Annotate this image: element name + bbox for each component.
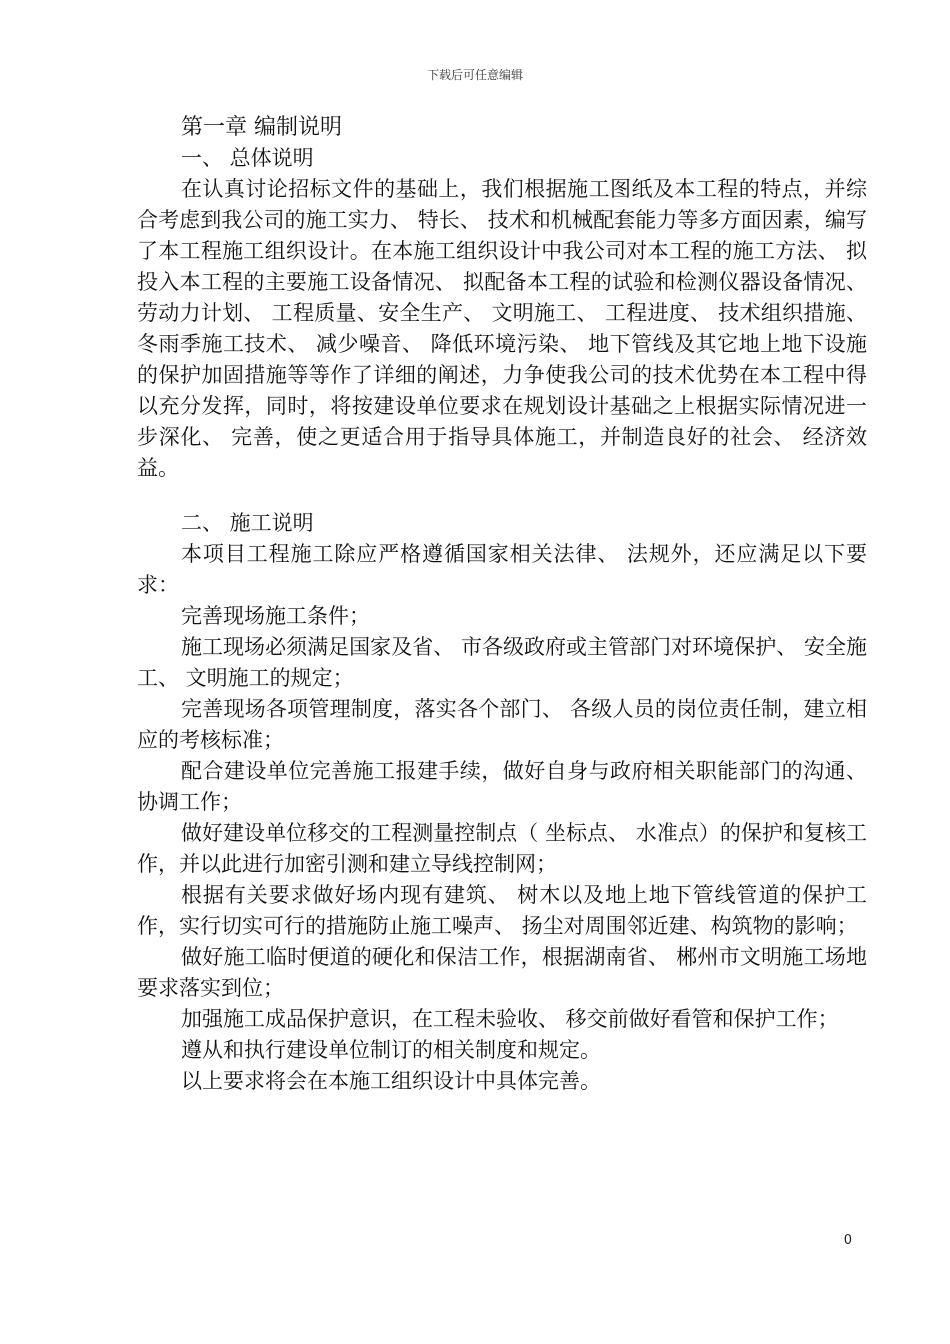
section-2-intro: 本项目工程施工除应严格遵循国家相关法律、 法规外，还应满足以下要求： <box>137 542 867 597</box>
page-number: 0 <box>843 1233 852 1248</box>
requirement-item: 做好施工临时便道的硬化和保洁工作，根据湖南省、 郴州市文明施工场地要求落实到位； <box>137 945 867 1000</box>
requirement-item: 配合建设单位完善施工报建手续，做好自身与政府相关职能部门的沟通、 协调工作； <box>137 759 867 814</box>
requirement-item: 遵从和执行建设单位制订的相关制度和规定。 <box>181 1038 601 1062</box>
document-body <box>137 112 867 1097</box>
chapter-title: 第一章 编制说明 <box>181 115 342 140</box>
requirement-item: 完善现场施工条件； <box>181 604 370 628</box>
requirement-item: 完善现场各项管理制度，落实各个部门、 各级人员的岗位责任制，建立相应的考核标准； <box>137 697 867 752</box>
header-note: 下载后可任意编辑 <box>426 68 523 82</box>
section-1-heading: 一、 总体说明 <box>181 146 314 170</box>
section-gap <box>137 484 867 508</box>
requirement-item: 施工现场必须满足国家及省、 市各级政府或主管部门对环境保护、 安全施工、 文明施工的规定； <box>137 635 867 690</box>
requirement-item: 做好建设单位移交的工程测量控制点（ 坐标点、 水准点）的保护和复核工作，并以此进行加密引测和建立导线控制网； <box>137 821 867 876</box>
section-2-conclusion: 以上要求将会在本施工组织设计中具体完善。 <box>181 1069 601 1093</box>
section-1-paragraph: 在认真讨论招标文件的基础上，我们根据施工图纸及本工程的特点，并综合考虑到我公司的施工实力、 特长、 技术和机械配套能力等多方面因素，编写了本工程施工组织设计。在本施工组织设计中我公司对本工程的施工方法、 拟投入本工程的主要施工设备情况、 拟配备本工程的试验和检测仪器设备情况、 劳动力计划、 工程质量、安全生产、 文明施工、 工程进度、 技术组织措施、 冬雨季施工技术、 减少噪音、 降低环境污染、 地下管线及其它地上地下设施的保护加固措施等等作了详细的阐述，力争使我公司的技术优势在本工程中得以充分发挥，同时，将按建设单位要求在规划设计基础之上根据实际情况进一步深化、 完善，使之更适合用于指导具体施工，并制造良好的社会、 经济效益。 <box>137 177 867 480</box>
requirement-item: 根据有关要求做好场内现有建筑、 树木以及地上地下管线管道的保护工作，实行切实可行的措施防止施工噪声、 扬尘对周围邻近建、构筑物的影响； <box>137 883 867 938</box>
requirement-item: 加强施工成品保护意识，在工程未验收、 移交前做好看管和保护工作； <box>181 1007 839 1031</box>
section-2-heading: 二、 施工说明 <box>181 511 314 535</box>
